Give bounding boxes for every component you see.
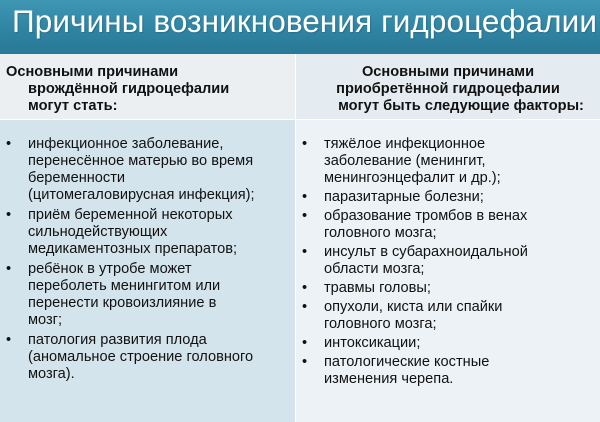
congenital-heading-line: врождённой гидроцефалии [28, 81, 230, 97]
list-item-line: медикаментозных препаратов; [28, 241, 238, 257]
acquired-heading [296, 54, 600, 120]
bullet-icon: • [302, 189, 308, 205]
acquired-heading-line: приобретённой гидроцефалии [336, 81, 560, 97]
bullet-icon: • [6, 136, 12, 152]
list-item-line: инсульт в субарахноидальной [324, 244, 528, 260]
list-item-line: беременности [28, 170, 126, 186]
list-item-line: перенесённое матерью во время [28, 153, 254, 169]
acquired-column [295, 54, 600, 422]
list-item-line: образование тромбов в венах [324, 208, 528, 224]
list-item-line: переболеть менингитом или [28, 278, 221, 294]
list-item-line: опухоли, киста или спайки [324, 299, 503, 315]
list-item-line: менингоэнцефалит и др.); [324, 170, 501, 186]
list-item-line: травмы головы; [324, 280, 431, 296]
list-item [302, 244, 598, 278]
acquired-heading-line: могут быть следующие факторы: [338, 98, 584, 114]
list-item-line: (аномальное строение головного [28, 349, 254, 365]
congenital-heading [0, 54, 295, 120]
list-item-line: паразитарные болезни; [324, 189, 484, 205]
bullet-icon: • [302, 354, 308, 370]
list-item-line: сильнодействующих [28, 224, 168, 240]
list-item [302, 136, 598, 187]
list-item-line: области мозга; [324, 261, 425, 277]
list-item-line: тяжёлое инфекционное [324, 136, 486, 152]
list-item [302, 280, 598, 297]
list-item [302, 189, 598, 206]
list-item [302, 335, 598, 352]
acquired-heading-line: Основными причинами [361, 64, 535, 80]
list-item [302, 354, 598, 388]
bullet-icon: • [302, 335, 308, 351]
list-item-line: ребёнок в утробе может [28, 261, 192, 277]
bullet-icon: • [6, 261, 12, 277]
bullet-icon: • [302, 136, 308, 152]
list-item [302, 208, 598, 242]
bullet-icon: • [302, 299, 308, 315]
title-bar [0, 0, 600, 54]
list-item-line: мозг; [28, 312, 63, 328]
acquired-causes-list [296, 120, 600, 388]
bullet-icon: • [302, 244, 308, 260]
list-item-line: головного мозга; [324, 225, 437, 241]
list-item-line: инфекционное заболевание, [28, 136, 224, 152]
bullet-icon: • [6, 207, 12, 223]
bullet-icon: • [6, 332, 12, 348]
list-item [6, 136, 293, 204]
list-item-line: интоксикации; [324, 335, 421, 351]
list-item-line: изменения черепа. [324, 371, 454, 387]
congenital-heading-line: Основными причинами [6, 64, 179, 80]
list-item [302, 299, 598, 333]
list-item-line: патология развития плода [28, 332, 207, 348]
list-item-line: заболевание (менингит, [324, 153, 486, 169]
list-item-line: патологические костные [324, 354, 490, 370]
list-item-line: (цитомегаловирусная инфекция); [28, 187, 255, 203]
congenital-causes-list [0, 120, 295, 383]
list-item [6, 207, 293, 258]
list-item [6, 332, 293, 383]
congenital-column [0, 54, 295, 422]
causes-table [0, 54, 600, 422]
bullet-icon: • [302, 280, 308, 296]
list-item [6, 261, 293, 329]
list-item-line: приём беременной некоторых [28, 207, 233, 223]
congenital-heading-line: могут стать: [28, 98, 118, 114]
list-item-line: головного мозга; [324, 316, 437, 332]
bullet-icon: • [302, 208, 308, 224]
page-title: Причины возникновения гидроцефалии [12, 3, 598, 39]
list-item-line: перенести кровоизлияние в [28, 295, 217, 311]
list-item-line: мозга). [28, 366, 75, 382]
